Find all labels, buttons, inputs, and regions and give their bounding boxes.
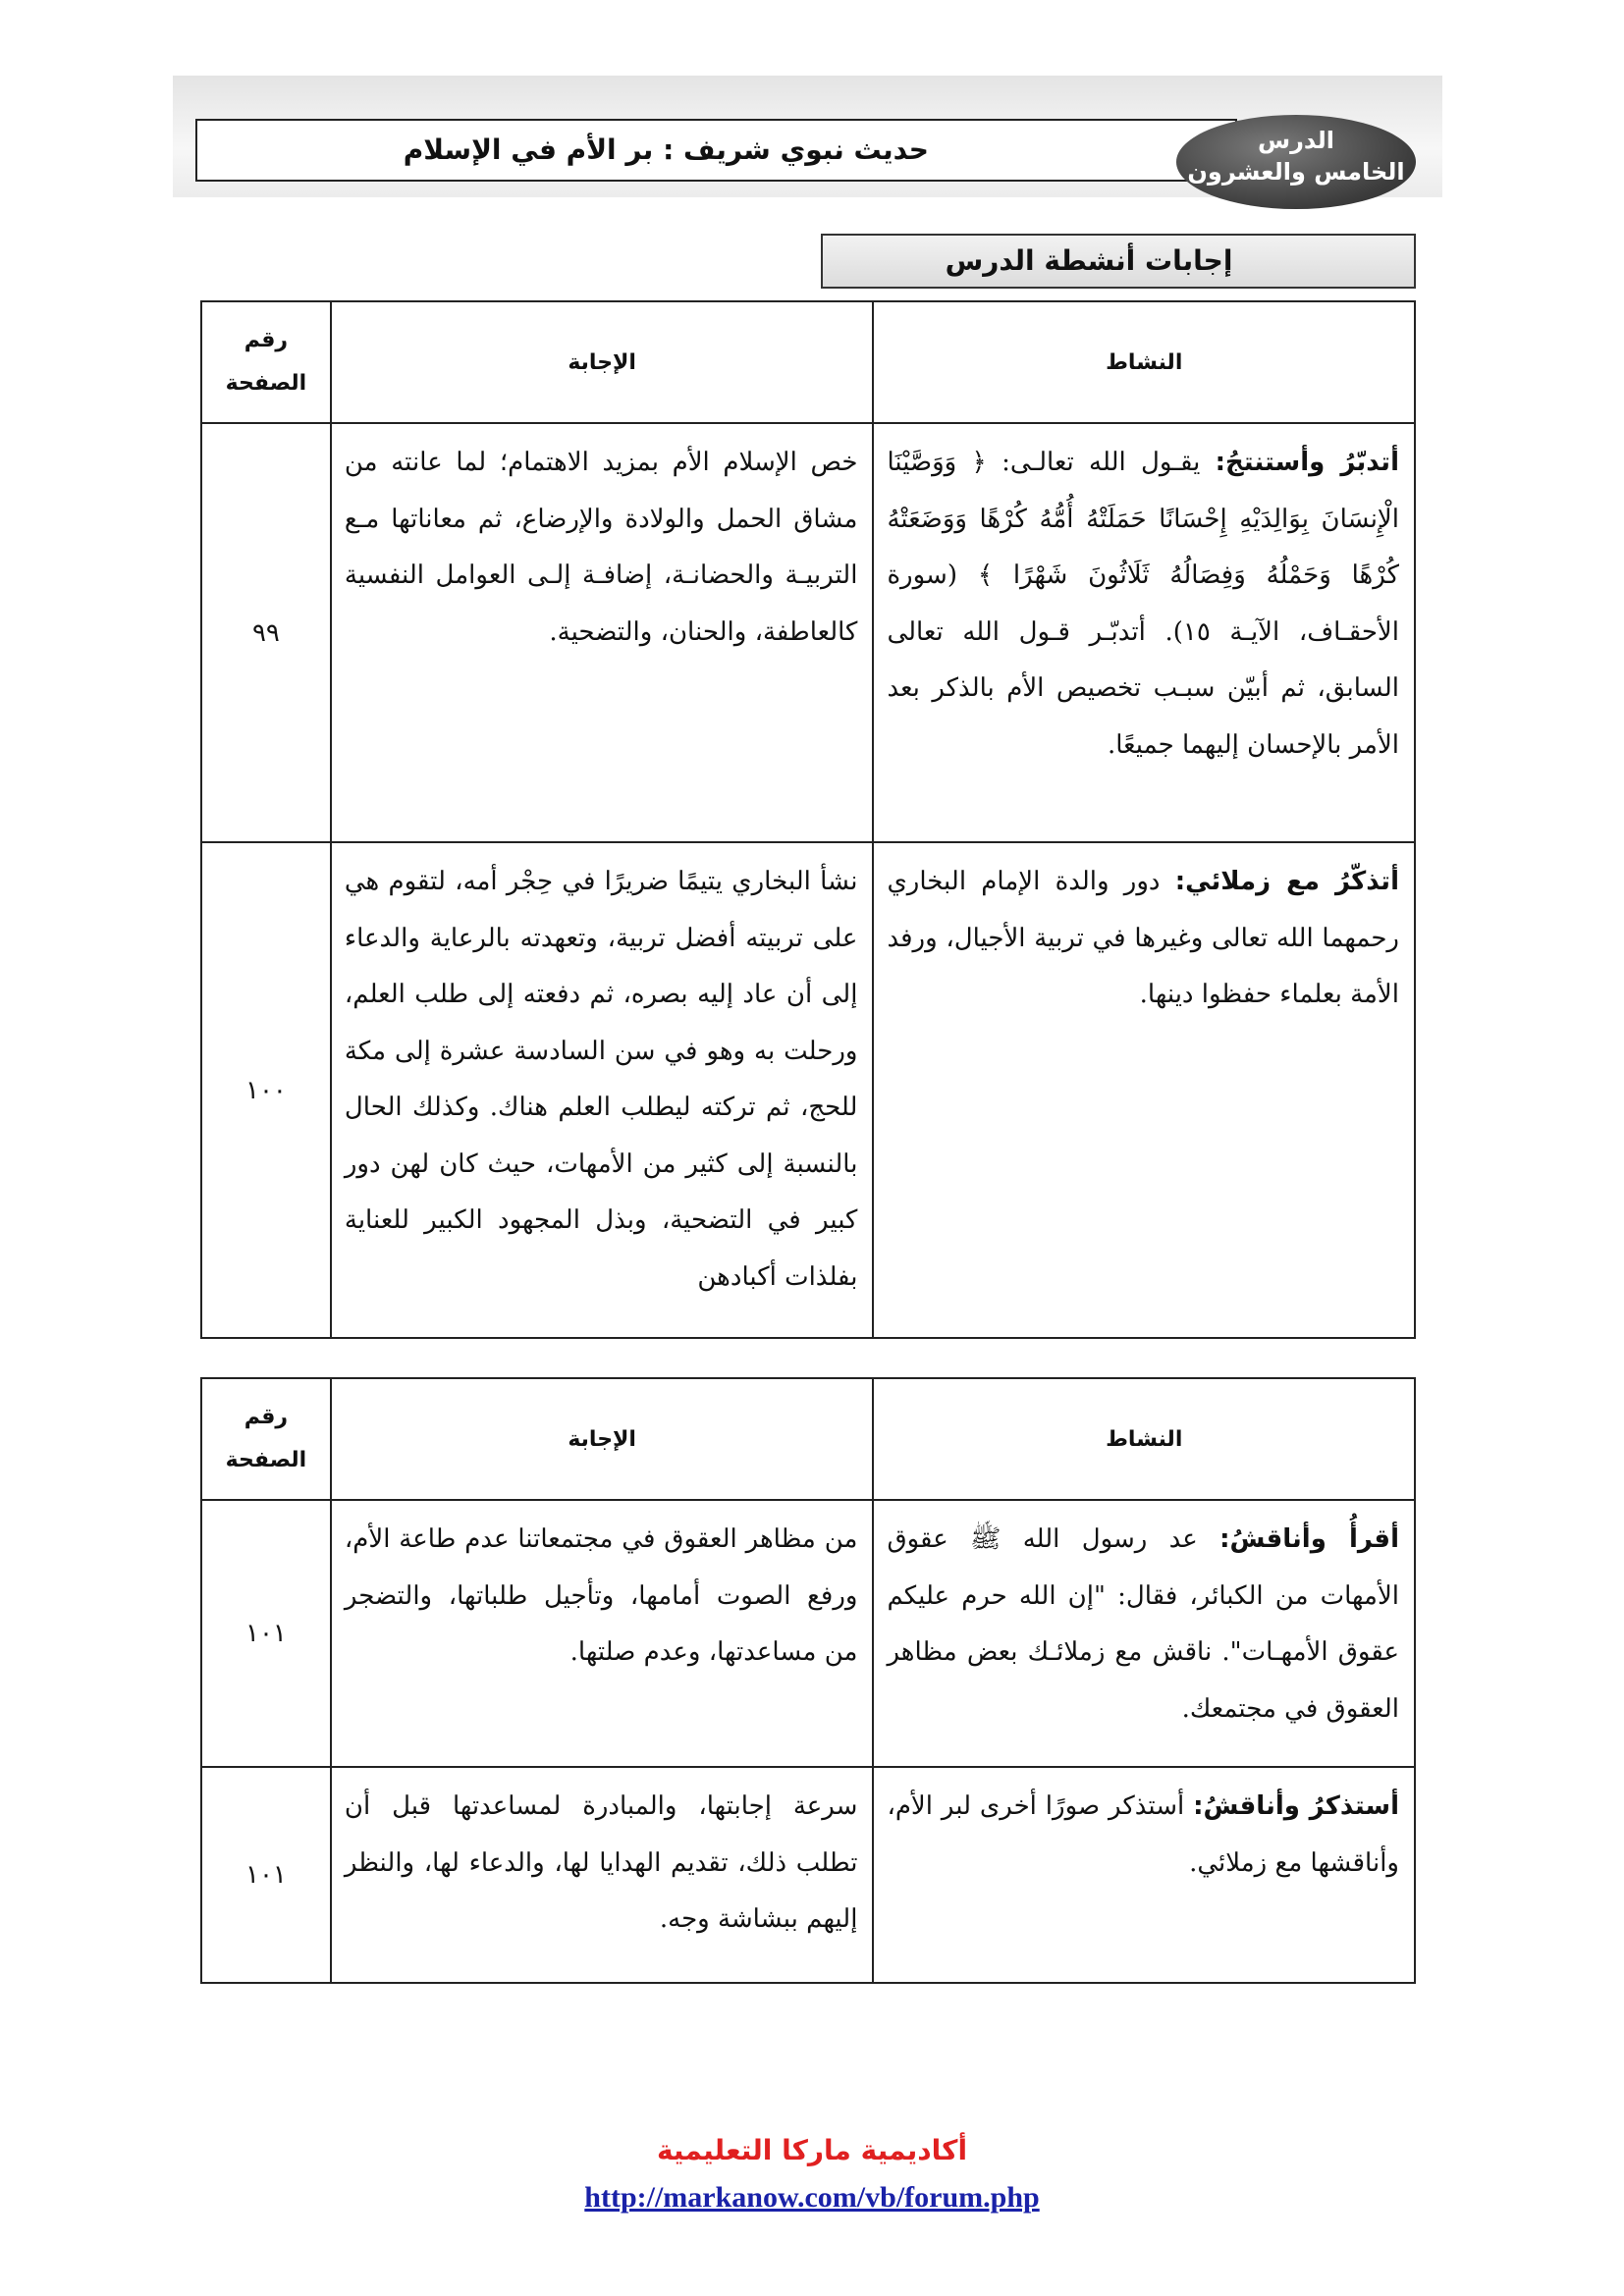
answer-cell xyxy=(331,1500,874,1767)
table-header-row xyxy=(201,1378,1415,1500)
answer-cell xyxy=(331,423,874,842)
activity-lead: أقرأُ وأناقشُ: xyxy=(1219,1524,1399,1554)
page-number: ١٠٠ xyxy=(201,842,331,1338)
header-answer: الإجابة xyxy=(331,1378,874,1500)
table-row xyxy=(201,1500,1415,1767)
answer-text: سرعة إجابتها، والمبادرة لمساعدتها قبل أن تطلب ذلك، تقديم الهدايا لها، والدعاء لها، والنظر إليهم ببشاشة وجه. xyxy=(344,1791,858,1934)
activity-text: عد رسول الله ﷺ عقوق الأمهات من الكبائر، فقال: "إن الله حرم عليكم عقوق الأمهـات". ناقش مع زملائـك بعض مظاهر العقوق في مجتمعك. xyxy=(887,1524,1399,1724)
activity-text: يقـول الله تعالـى: ﴿ وَوَصَّيْنَا الْإِنسَانَ بِوَالِدَيْهِ إِحْسَانًا حَمَلَتْهُ أُمُّهُ كُرْهًا وَوَضَعَتْهُ كُرْهًا وَحَمْلُهُ وَفِصَالُهُ ثَلَاثُونَ شَهْرًا ﴾ (سورة الأحقـاف، الآيـة ١٥). أتدبّـر قـول الله تعالى السابق، ثم أبيّن سبـب تخصيص الأم بالذكر بعد الأمر بالإحسان إليهما جميعًا. xyxy=(887,448,1399,760)
table-row xyxy=(201,842,1415,1338)
header-answer: الإجابة xyxy=(331,301,874,423)
lesson-title-box xyxy=(195,119,1237,182)
table-row xyxy=(201,1767,1415,1983)
section-title: إجابات أنشطة الدرس xyxy=(821,234,1416,289)
activity-text: دور والدة الإمام البخاري رحمهما الله تعالى وغيرها في تربية الأجيال، ورفد الأمة بعلماء حفظوا دينها. xyxy=(887,867,1399,1009)
header-page-number: رقم الصفحة xyxy=(201,1378,331,1500)
activity-cell xyxy=(873,842,1415,1338)
activities-table-1 xyxy=(200,300,1416,1339)
activities-table-2 xyxy=(200,1377,1416,1984)
answer-text: نشأ البخاري يتيمًا ضريرًا في حِجْر أمه، لتقوم هي على تربيته أفضل تربية، وتعهدته بالرعاية والدعاء إلى أن عاد إليه بصره، ثم دفعته إلى طلب العلم، ورحلت به وهو في سن السادسة عشرة إلى مكة للحج، ثم تركته ليطلب العلم هناك. وكذلك الحال بالنسبة إلى كثير من الأمهات، حيث كان لهن دور كبير في التضحية، وبذل المجهود الكبير للعناية بفلذات أكبادهن xyxy=(344,867,858,1292)
lesson-badge-line1: الدرس xyxy=(1257,127,1335,154)
table-header-row xyxy=(201,301,1415,423)
page-number: ١٠١ xyxy=(201,1767,331,1983)
activity-lead: أتذكّرُ مع زملائي: xyxy=(1174,867,1399,896)
table-row xyxy=(201,423,1415,842)
lesson-number-badge xyxy=(1176,115,1416,209)
lesson-title: حديث نبوي شريف : بر الأم في الإسلام xyxy=(403,133,929,166)
header-activity: النشاط xyxy=(873,301,1415,423)
activity-cell xyxy=(873,423,1415,842)
answer-text: خص الإسلام الأم بمزيد الاهتمام؛ لما عانته من مشاق الحمل والولادة والإرضاع، ثم معاناتها مـع التربيـة والحضانـة، إضافـة إلـى العوامل النفسية كالعاطفة، والحنان، والتضحية. xyxy=(344,448,858,647)
activity-lead: أتدبّرُ وأستنتجُ: xyxy=(1215,448,1399,477)
header-page-number: رقم الصفحة xyxy=(201,301,331,423)
footer-academy-name: أكاديمية ماركا التعليمية xyxy=(656,2134,968,2166)
answer-text: من مظاهر العقوق في مجتمعاتنا عدم طاعة الأم، ورفع الصوت أمامها، وتأجيل طلباتها، والتضجر من مساعدتها، وعدم صلتها. xyxy=(344,1524,858,1667)
activity-cell xyxy=(873,1767,1415,1983)
page-number: ١٠١ xyxy=(201,1500,331,1767)
activity-cell xyxy=(873,1500,1415,1767)
answer-cell xyxy=(331,842,874,1338)
footer-forum-link[interactable]: http://markanow.com/vb/forum.php xyxy=(584,2181,1040,2214)
lesson-badge-line2: الخامس والعشرون xyxy=(1187,158,1405,186)
answer-cell xyxy=(331,1767,874,1983)
header-activity: النشاط xyxy=(873,1378,1415,1500)
page-number: ٩٩ xyxy=(201,423,331,842)
activity-text: أستذكر صورًا أخرى لبر الأم، وأناقشها مع زملائي. xyxy=(887,1791,1399,1878)
activity-lead: أستذكرُ وأناقشُ: xyxy=(1193,1791,1399,1821)
